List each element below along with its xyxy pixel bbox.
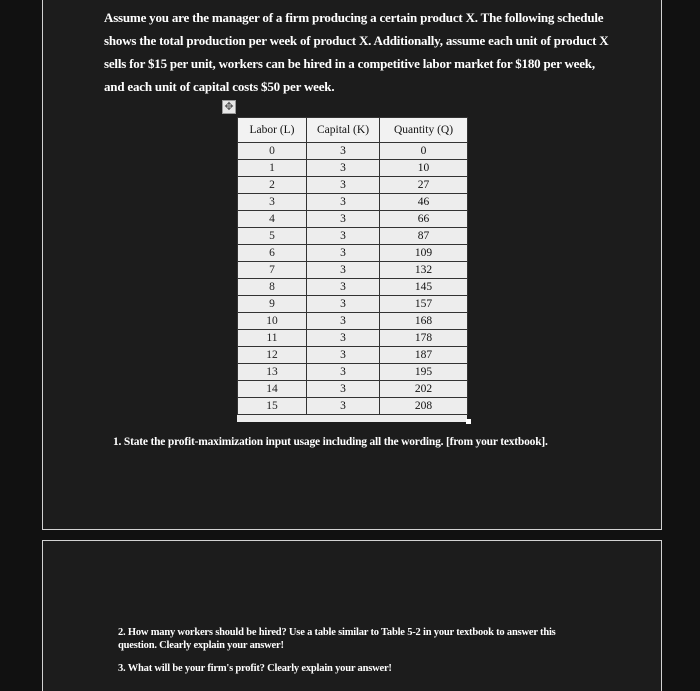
table-row xyxy=(238,211,468,228)
cell-quantity: 195 xyxy=(380,364,468,381)
production-schedule-table-container xyxy=(237,117,467,422)
cell-capital: 3 xyxy=(307,381,380,398)
cell-labor: 13 xyxy=(238,364,307,381)
cell-labor: 7 xyxy=(238,262,307,279)
cell-labor: 4 xyxy=(238,211,307,228)
cell-capital: 3 xyxy=(307,279,380,296)
cell-capital: 3 xyxy=(307,211,380,228)
table-row xyxy=(238,398,468,415)
table-row xyxy=(238,228,468,245)
question-2: 2. How many workers should be hired? Use a table similar to Table 5-2 in your textbook to answer this question. Clearly explain your answer! xyxy=(118,627,556,651)
cell-labor: 0 xyxy=(238,143,307,160)
header-quantity: Quantity (Q) xyxy=(380,118,468,143)
cell-quantity: 27 xyxy=(380,177,468,194)
production-schedule-table xyxy=(237,117,468,415)
cell-labor: 12 xyxy=(238,347,307,364)
cell-quantity: 187 xyxy=(380,347,468,364)
cell-quantity: 145 xyxy=(380,279,468,296)
cell-capital: 3 xyxy=(307,177,380,194)
cell-capital: 3 xyxy=(307,228,380,245)
cell-quantity: 178 xyxy=(380,330,468,347)
cell-labor: 5 xyxy=(238,228,307,245)
cell-quantity: 66 xyxy=(380,211,468,228)
move-handle-icon[interactable]: ✥ xyxy=(222,100,236,114)
table-resize-handle[interactable] xyxy=(466,419,471,424)
table-row xyxy=(238,364,468,381)
table-row xyxy=(238,143,468,160)
cell-capital: 3 xyxy=(307,296,380,313)
table-row xyxy=(238,177,468,194)
header-capital: Capital (K) xyxy=(307,118,380,143)
cell-quantity: 10 xyxy=(380,160,468,177)
table-header-row xyxy=(238,118,468,143)
cell-labor: 8 xyxy=(238,279,307,296)
cell-quantity: 109 xyxy=(380,245,468,262)
cell-labor: 14 xyxy=(238,381,307,398)
cell-labor: 9 xyxy=(238,296,307,313)
cell-quantity: 168 xyxy=(380,313,468,330)
table-row xyxy=(238,262,468,279)
cell-capital: 3 xyxy=(307,313,380,330)
cell-labor: 3 xyxy=(238,194,307,211)
cell-quantity: 46 xyxy=(380,194,468,211)
cell-quantity: 0 xyxy=(380,143,468,160)
cell-capital: 3 xyxy=(307,398,380,415)
cell-capital: 3 xyxy=(307,330,380,347)
cell-capital: 3 xyxy=(307,160,380,177)
table-row xyxy=(238,313,468,330)
cell-capital: 3 xyxy=(307,262,380,279)
cell-labor: 15 xyxy=(238,398,307,415)
table-row xyxy=(238,296,468,313)
table-row xyxy=(238,381,468,398)
cell-quantity: 132 xyxy=(380,262,468,279)
table-row xyxy=(238,160,468,177)
cell-labor: 10 xyxy=(238,313,307,330)
cell-quantity: 87 xyxy=(380,228,468,245)
cell-capital: 3 xyxy=(307,143,380,160)
cell-labor: 1 xyxy=(238,160,307,177)
cell-capital: 3 xyxy=(307,347,380,364)
cell-labor: 2 xyxy=(238,177,307,194)
table-row xyxy=(238,279,468,296)
cell-capital: 3 xyxy=(307,194,380,211)
table-row xyxy=(238,194,468,211)
cell-capital: 3 xyxy=(307,364,380,381)
cell-quantity: 208 xyxy=(380,398,468,415)
table-row xyxy=(238,347,468,364)
table-row xyxy=(238,330,468,347)
table-row xyxy=(238,245,468,262)
cell-quantity: 157 xyxy=(380,296,468,313)
intro-paragraph: Assume you are the manager of a firm producing a certain product X. The following schedule shows the total production per week of product X. Additionally, assume each unit of product X sells for $15 per unit, workers can be hired in a competitive labor market for $180 per week, and each unit of capital costs $50 per week. xyxy=(104,10,609,94)
question-1: 1. State the profit-maximization input usage including all the wording. [from your textbook]. xyxy=(113,436,548,448)
cell-labor: 6 xyxy=(238,245,307,262)
question-3: 3. What will be your firm's profit? Clearly explain your answer! xyxy=(118,663,392,674)
cell-quantity: 202 xyxy=(380,381,468,398)
header-labor: Labor (L) xyxy=(238,118,307,143)
cell-capital: 3 xyxy=(307,245,380,262)
cell-labor: 11 xyxy=(238,330,307,347)
